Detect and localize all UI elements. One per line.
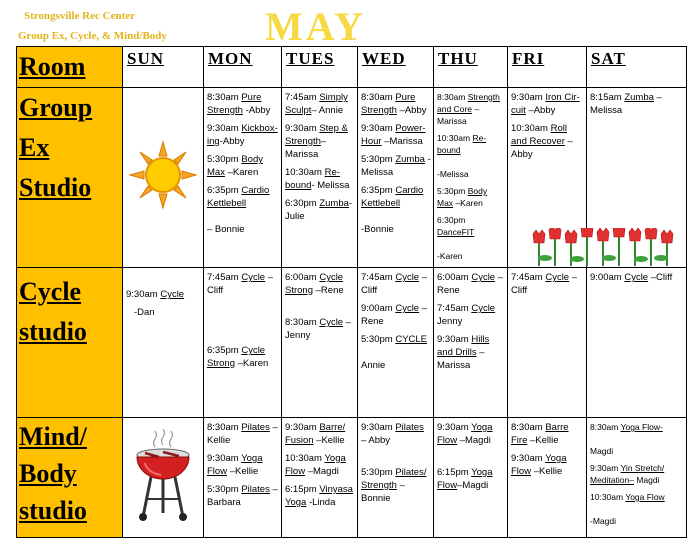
room-group-ex: Group Ex Studio (17, 88, 123, 268)
header-row (17, 47, 687, 88)
cell-cycle-mon: 7:45am Cycle – Cliff 6:35pm Cycle Strong –Karen (204, 268, 282, 418)
cell-cycle-fri: 7:45am Cycle – Cliff (508, 268, 587, 418)
cell-group-ex-tues: 7:45am Simply Sculpt– Annie 9:30am Step & Strength– Marissa 10:30am Re-bound- Melissa 6:30pm Zumba- Julie (282, 88, 358, 268)
cell-cycle-sun: 9:30am Cycle -Dan (123, 268, 204, 418)
row-group-ex (17, 88, 687, 268)
cell-group-ex-thu: 8:30am Strength and Core – Marissa 10:30am Re-bound -Melissa 5:30pm Body Max –Karen 6:30pm DanceFIT -Karen (434, 88, 508, 268)
tulips-icon (529, 228, 679, 266)
schedule-table (16, 46, 687, 538)
cell-group-ex-wed: 8:30am Pure Strength –Abby 9:30am Power-Hour –Marissa 5:30pm Zumba - Melissa 6:35pm Cardio Kettlebell -Bonnie (358, 88, 434, 268)
cell-cycle-tues: 6:00am Cycle Strong –Rene 8:30am Cycle – Jenny (282, 268, 358, 418)
cell-cycle-wed: 7:45am Cycle – Cliff 9:00am Cycle – Rene 5:30pm CYCLE Annie (358, 268, 434, 418)
cell-group-ex-fri: 9:30am Iron Cir-cuit –Abby 10:30am Roll and Recover –Abby (508, 88, 587, 268)
center-name: Strongsville Rec Center (24, 10, 135, 22)
cell-group-ex-sat: 8:15am Zumba – Melissa (587, 88, 687, 268)
cell-mind-body-fri: 8:30am Barre Fire –Kellie 9:30am Yoga Flow –Kellie (508, 418, 587, 538)
day-header-sun: SUN (123, 47, 204, 88)
month-title: MAY (265, 4, 366, 49)
cell-mind-body-thu: 9:30am Yoga Flow –Magdi 6:15pm Yoga Flow–Magdi (434, 418, 508, 538)
cell-mind-body-wed: 9:30am Pilates – Abby 5:30pm Pilates/ Strength – Bonnie (358, 418, 434, 538)
cell-group-ex-mon: 8:30am Pure Strength -Abby 9:30am Kickbox-ing-Abby 5:30pm Body Max –Karen 6:35pm Cardio Kettlebell – Bonnie (204, 88, 282, 268)
room-header: Room (17, 47, 123, 88)
day-header-thu: THU (434, 47, 508, 88)
day-header-fri: FRI (508, 47, 587, 88)
cell-group-ex-sun (123, 88, 204, 268)
cell-mind-body-sun (123, 418, 204, 538)
day-header-sat: SAT (587, 47, 687, 88)
row-cycle (17, 268, 687, 418)
day-header-wed: WED (358, 47, 434, 88)
room-mind-body: Mind/ Body studio (17, 418, 123, 538)
cell-cycle-thu: 6:00am Cycle – Rene 7:45am Cycle Jenny 9:30am Hills and Drills – Marissa (434, 268, 508, 418)
sun-icon (128, 140, 198, 210)
grill-icon (133, 427, 193, 523)
cell-mind-body-tues: 9:30am Barre/ Fusion –Kellie 10:30am Yoga Flow –Magdi 6:15pm Vinyasa Yoga -Linda (282, 418, 358, 538)
day-header-tues: TUES (282, 47, 358, 88)
program-title: Group Ex, Cycle, & Mind/Body (18, 30, 167, 42)
room-cycle: Cycle studio (17, 268, 123, 418)
cell-mind-body-sat: 8:30am Yoga Flow- Magdi 9:30am Yin Stretch/ Meditation– Magdi 10:30am Yoga Flow -Magdi (587, 418, 687, 538)
cell-cycle-sat: 9:00am Cycle –Cliff (587, 268, 687, 418)
row-mind-body (17, 418, 687, 538)
cell-mind-body-mon: 8:30am Pilates – Kellie 9:30am Yoga Flow –Kellie 5:30pm Pilates – Barbara (204, 418, 282, 538)
day-header-mon: MON (204, 47, 282, 88)
